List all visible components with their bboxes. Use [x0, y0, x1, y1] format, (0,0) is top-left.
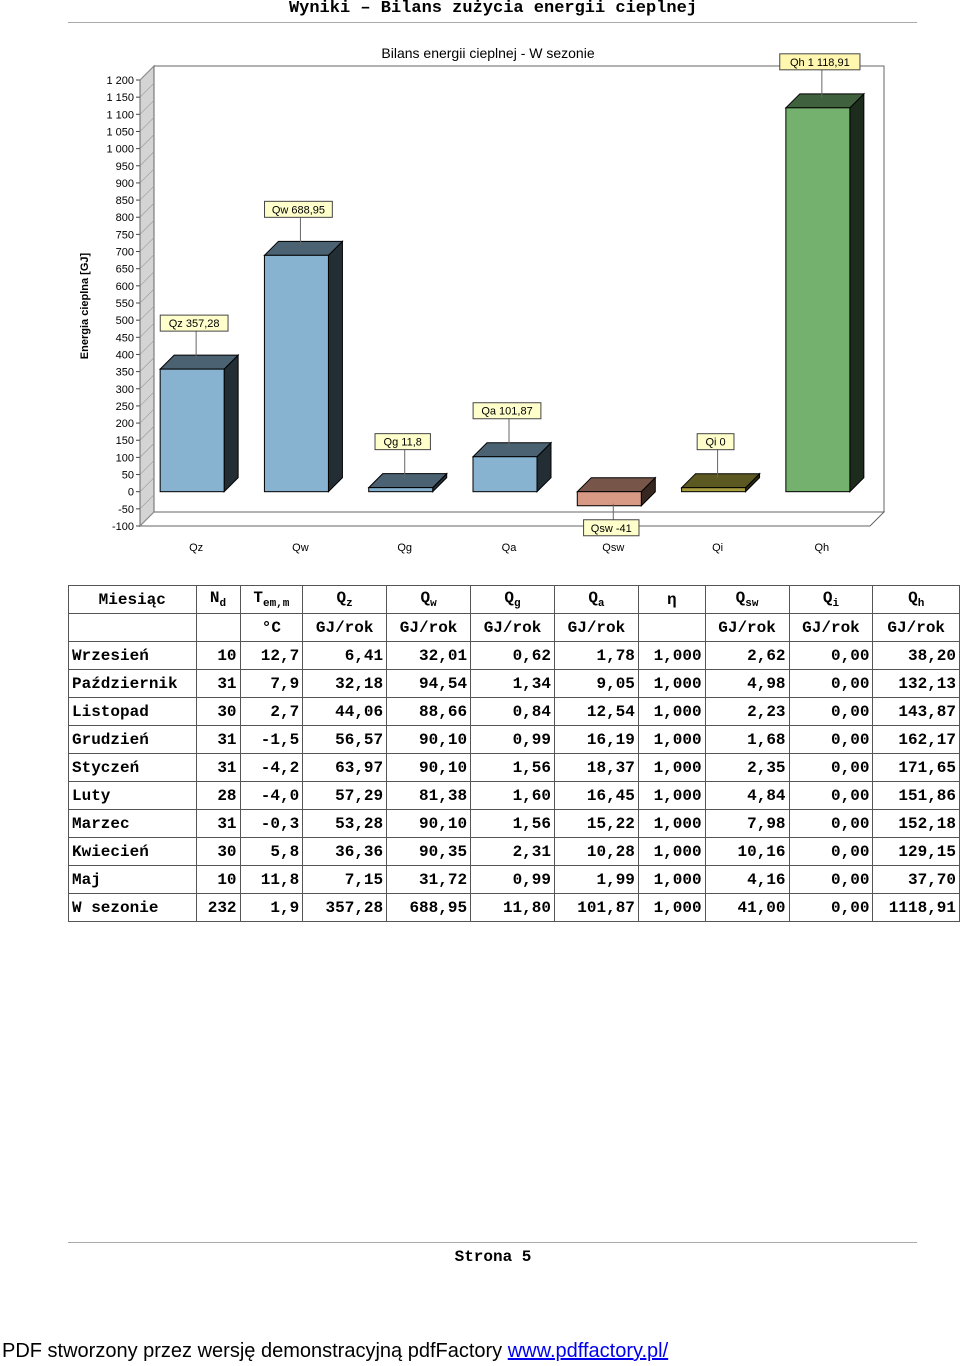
- value-cell: 12,54: [554, 698, 638, 726]
- value-cell: 11,8: [240, 866, 303, 894]
- plot-floor: [140, 512, 884, 526]
- page-title: Wyniki – Bilans zużycia energii cieplnej: [288, 0, 698, 18]
- page-number: Strona 5: [454, 1248, 532, 1266]
- value-cell: 7,15: [303, 866, 387, 894]
- value-cell: 151,86: [873, 782, 960, 810]
- value-cell: 0,00: [789, 670, 873, 698]
- table-row: [69, 894, 960, 922]
- value-cell: 1,60: [471, 782, 555, 810]
- column-header-label: Q: [588, 588, 598, 607]
- value-cell: -0,3: [240, 810, 303, 838]
- month-cell: Grudzień: [69, 726, 197, 754]
- value-cell: 0,00: [789, 698, 873, 726]
- value-cell: 90,10: [387, 810, 471, 838]
- value-cell: 6,41: [303, 642, 387, 670]
- y-tick-label: 650: [115, 263, 134, 276]
- column-header-subscript: g: [514, 598, 521, 611]
- value-cell: 0,00: [789, 838, 873, 866]
- y-tick-label: 950: [115, 160, 134, 173]
- y-tick-label: 500: [115, 315, 134, 328]
- bar-front: [786, 108, 850, 492]
- unit-cell: GJ/rok: [471, 614, 555, 642]
- value-cell: 32,01: [387, 642, 471, 670]
- table-row: [69, 866, 960, 894]
- bar-top: [160, 355, 238, 369]
- data-label: Qi 0: [705, 436, 726, 449]
- column-header-label: η: [666, 590, 677, 609]
- value-cell: 2,7: [240, 698, 303, 726]
- data-label: Qa 101,87: [481, 405, 533, 418]
- column-header-subscript: i: [832, 598, 840, 611]
- y-tick-label: 1 050: [106, 126, 134, 139]
- value-cell: 0,00: [789, 642, 873, 670]
- y-tick-label: 600: [115, 280, 134, 293]
- y-tick-label: 850: [115, 195, 134, 208]
- value-cell: 16,19: [554, 726, 638, 754]
- y-tick-label: 350: [115, 366, 134, 379]
- bar-qi: [682, 474, 760, 492]
- value-cell: 4,98: [705, 670, 789, 698]
- value-cell: 1,78: [554, 642, 638, 670]
- value-cell: 1,000: [638, 642, 705, 670]
- month-cell: W sezonie: [69, 894, 197, 922]
- value-cell: 11,80: [471, 894, 555, 922]
- value-cell: -4,2: [240, 754, 303, 782]
- value-cell: 1,9: [240, 894, 303, 922]
- column-header: [705, 586, 789, 614]
- value-cell: 10,28: [554, 838, 638, 866]
- value-cell: 10: [196, 642, 240, 670]
- value-cell: 44,06: [303, 698, 387, 726]
- bar-top: [369, 474, 447, 488]
- unit-cell: GJ/rok: [554, 614, 638, 642]
- value-cell: 90,35: [387, 838, 471, 866]
- column-header: [554, 586, 638, 614]
- value-cell: 30: [196, 698, 240, 726]
- y-tick-label: 1 200: [106, 75, 134, 87]
- y-tick-label: 300: [115, 383, 134, 396]
- column-header-label: Q: [735, 588, 746, 607]
- month-cell: Luty: [69, 782, 197, 810]
- unit-cell: GJ/rok: [873, 614, 960, 642]
- value-cell: 1,000: [638, 754, 705, 782]
- table-row: [69, 838, 960, 866]
- bar-qa: [473, 443, 551, 492]
- data-label: Qw 688,95: [271, 204, 326, 217]
- value-cell: 53,28: [303, 810, 387, 838]
- value-cell: 63,97: [303, 754, 387, 782]
- unit-cell: GJ/rok: [303, 614, 387, 642]
- table-row: [69, 782, 960, 810]
- y-tick-label: -100: [111, 521, 134, 533]
- bar-qg: [369, 474, 447, 492]
- column-header-label: Q: [908, 588, 918, 607]
- bar-top: [577, 478, 655, 492]
- column-header-label: Q: [336, 588, 347, 607]
- x-tick-label: Qh: [814, 542, 830, 554]
- month-cell: Wrzesień: [69, 642, 197, 670]
- column-header: [240, 586, 303, 614]
- column-header-label: Q: [822, 588, 833, 607]
- value-cell: 57,29: [303, 782, 387, 810]
- bar-qz: [160, 355, 238, 492]
- pdf-banner: [2, 1340, 668, 1363]
- value-cell: 0,00: [789, 782, 873, 810]
- unit-cell: [196, 614, 240, 642]
- value-cell: 1,000: [638, 838, 705, 866]
- value-cell: 4,16: [705, 866, 789, 894]
- y-tick-label: 200: [115, 418, 134, 431]
- data-label: Qh 1 118,91: [789, 56, 850, 69]
- value-cell: 1,000: [638, 810, 705, 838]
- table-row: [69, 810, 960, 838]
- bar-qw: [264, 241, 342, 491]
- month-cell: Październik: [69, 670, 197, 698]
- column-header-subscript: d: [219, 598, 227, 611]
- bar-front: [577, 492, 641, 506]
- y-tick-label: 1 150: [106, 92, 134, 105]
- banner-text: PDF stworzony przez wersję demonstracyjną pdfFactory: [2, 1340, 508, 1362]
- column-header-label: Miesiąc: [98, 590, 166, 609]
- y-tick-label: 1 000: [106, 143, 134, 156]
- bar-top: [473, 443, 551, 457]
- y-tick-label: 250: [115, 400, 134, 413]
- value-cell: 1,000: [638, 894, 705, 922]
- value-cell: 1,000: [638, 866, 705, 894]
- value-cell: 31: [196, 754, 240, 782]
- y-tick-label: 50: [121, 469, 134, 482]
- y-tick-label: 900: [115, 177, 134, 190]
- column-header-subscript: z: [346, 598, 353, 611]
- x-tick-label: Qz: [189, 542, 204, 554]
- bar-top: [786, 94, 864, 108]
- month-cell: Kwiecień: [69, 838, 197, 866]
- bar-top: [682, 474, 760, 488]
- value-cell: 16,45: [554, 782, 638, 810]
- value-cell: 12,7: [240, 642, 303, 670]
- data-label: Qz 357,28: [168, 318, 220, 331]
- value-cell: 56,57: [303, 726, 387, 754]
- x-tick-label: Qa: [501, 542, 517, 554]
- value-cell: 152,18: [873, 810, 960, 838]
- value-cell: 10: [196, 866, 240, 894]
- column-header-label: T: [253, 588, 263, 607]
- bar-front: [682, 488, 746, 492]
- value-cell: 232: [196, 894, 240, 922]
- table-row: [69, 642, 960, 670]
- bar-top: [264, 241, 342, 255]
- energy-table: [68, 585, 960, 922]
- value-cell: 171,65: [873, 754, 960, 782]
- x-tick-label: Qsw: [602, 542, 625, 554]
- y-tick-label: 450: [115, 332, 134, 345]
- table-row: [69, 754, 960, 782]
- footer-divider: [68, 1242, 917, 1243]
- bar-side: [850, 94, 864, 492]
- column-header: [303, 586, 387, 614]
- column-header: [69, 586, 197, 614]
- unit-cell: GJ/rok: [387, 614, 471, 642]
- column-header-label: Q: [504, 588, 514, 607]
- value-cell: 0,84: [471, 698, 555, 726]
- banner-link[interactable]: www.pdffactory.pl/: [507, 1340, 669, 1362]
- y-tick-label: 750: [115, 229, 134, 242]
- bar-front: [264, 255, 328, 491]
- value-cell: 31: [196, 810, 240, 838]
- value-cell: 1,000: [638, 782, 705, 810]
- y-tick-label: -50: [118, 503, 134, 516]
- value-cell: -1,5: [240, 726, 303, 754]
- column-header: [873, 586, 960, 614]
- column-header: [789, 586, 873, 614]
- value-cell: 0,00: [789, 754, 873, 782]
- table-row: [69, 698, 960, 726]
- unit-cell: °C: [240, 614, 303, 642]
- value-cell: 0,99: [471, 726, 555, 754]
- y-tick-label: 800: [115, 212, 134, 225]
- column-header: [638, 586, 705, 614]
- value-cell: 37,70: [873, 866, 960, 894]
- value-cell: 0,00: [789, 894, 873, 922]
- value-cell: 7,98: [705, 810, 789, 838]
- value-cell: 18,37: [554, 754, 638, 782]
- data-label: Qsw -41: [590, 522, 632, 535]
- chart-title: Bilans energii cieplnej - W sezonie: [381, 45, 595, 61]
- value-cell: 41,00: [705, 894, 789, 922]
- y-tick-label: 400: [115, 349, 134, 362]
- value-cell: 0,00: [789, 866, 873, 894]
- value-cell: 2,23: [705, 698, 789, 726]
- value-cell: 38,20: [873, 642, 960, 670]
- column-header: [196, 586, 240, 614]
- x-tick-label: Qw: [292, 542, 309, 554]
- column-header-label: N: [209, 588, 220, 607]
- unit-cell: GJ/rok: [705, 614, 789, 642]
- table-units-row: [69, 614, 960, 642]
- bar-front: [160, 369, 224, 492]
- value-cell: 7,9: [240, 670, 303, 698]
- bar-side: [224, 355, 238, 492]
- value-cell: 32,18: [303, 670, 387, 698]
- value-cell: 94,54: [387, 670, 471, 698]
- value-cell: 162,17: [873, 726, 960, 754]
- value-cell: 143,87: [873, 698, 960, 726]
- value-cell: 28: [196, 782, 240, 810]
- value-cell: 132,13: [873, 670, 960, 698]
- column-header-label: Q: [420, 588, 431, 607]
- value-cell: 0,00: [789, 726, 873, 754]
- y-tick-label: 100: [115, 452, 134, 465]
- value-cell: 31: [196, 670, 240, 698]
- value-cell: 1,000: [638, 670, 705, 698]
- month-cell: Marzec: [69, 810, 197, 838]
- value-cell: 129,15: [873, 838, 960, 866]
- unit-cell: GJ/rok: [789, 614, 873, 642]
- bar-front: [369, 488, 433, 492]
- y-axis-label: Energia cieplna [GJ]: [79, 252, 91, 360]
- y-tick-label: 700: [115, 246, 134, 259]
- month-cell: Styczeń: [69, 754, 197, 782]
- column-header: [387, 586, 471, 614]
- column-header-subscript: em,m: [262, 598, 290, 611]
- bar-side: [328, 241, 342, 491]
- energy-balance-chart: [0, 0, 960, 570]
- value-cell: 81,38: [387, 782, 471, 810]
- value-cell: 15,22: [554, 810, 638, 838]
- value-cell: 90,10: [387, 726, 471, 754]
- value-cell: 5,8: [240, 838, 303, 866]
- value-cell: 0,00: [789, 810, 873, 838]
- value-cell: 9,05: [554, 670, 638, 698]
- unit-cell: [69, 614, 197, 642]
- value-cell: 0,62: [471, 642, 555, 670]
- value-cell: 1,34: [471, 670, 555, 698]
- table-header-row: [69, 586, 960, 614]
- value-cell: 31,72: [387, 866, 471, 894]
- value-cell: 2,62: [705, 642, 789, 670]
- value-cell: 30: [196, 838, 240, 866]
- value-cell: 1,68: [705, 726, 789, 754]
- value-cell: 1,000: [638, 726, 705, 754]
- value-cell: 36,36: [303, 838, 387, 866]
- value-cell: 4,84: [705, 782, 789, 810]
- value-cell: 0,99: [471, 866, 555, 894]
- y-tick-label: 550: [115, 298, 134, 310]
- value-cell: 1,000: [638, 698, 705, 726]
- bar-qsw: [577, 478, 655, 506]
- value-cell: 1118,91: [873, 894, 960, 922]
- unit-cell: [638, 614, 705, 642]
- column-header-subscript: a: [597, 598, 605, 611]
- value-cell: 688,95: [387, 894, 471, 922]
- x-tick-label: Qg: [397, 542, 413, 554]
- value-cell: 357,28: [303, 894, 387, 922]
- value-cell: 10,16: [705, 838, 789, 866]
- value-cell: 1,56: [471, 810, 555, 838]
- y-tick-label: 1 100: [106, 109, 134, 122]
- y-tick-label: 150: [115, 435, 134, 448]
- column-header: [471, 586, 555, 614]
- month-cell: Listopad: [69, 698, 197, 726]
- month-cell: Maj: [69, 866, 197, 894]
- value-cell: 101,87: [554, 894, 638, 922]
- x-tick-label: Qi: [712, 542, 724, 554]
- value-cell: 1,99: [554, 866, 638, 894]
- table-row: [69, 670, 960, 698]
- value-cell: -4,0: [240, 782, 303, 810]
- column-header-subscript: w: [430, 598, 437, 611]
- column-header-subscript: sw: [745, 598, 759, 611]
- table-row: [69, 726, 960, 754]
- value-cell: 90,10: [387, 754, 471, 782]
- y-tick-label: 0: [127, 486, 134, 499]
- bar-qh: [786, 94, 864, 492]
- value-cell: 1,56: [471, 754, 555, 782]
- value-cell: 88,66: [387, 698, 471, 726]
- value-cell: 2,31: [471, 838, 555, 866]
- column-header-subscript: h: [917, 598, 925, 611]
- data-label: Qg 11,8: [383, 436, 422, 449]
- bar-front: [473, 457, 537, 492]
- value-cell: 31: [196, 726, 240, 754]
- value-cell: 2,35: [705, 754, 789, 782]
